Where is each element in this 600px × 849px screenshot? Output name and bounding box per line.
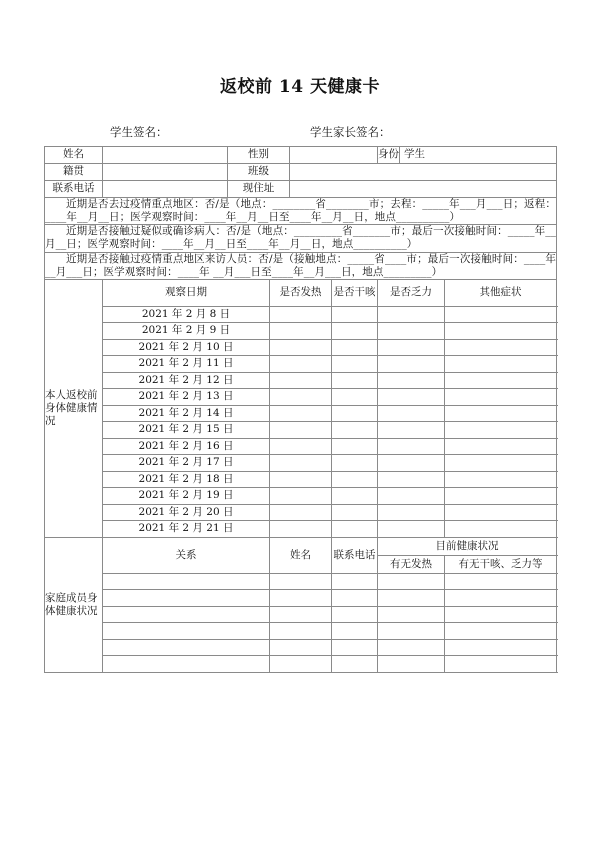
label-class: 班级 xyxy=(228,164,290,181)
self-health-header-row xyxy=(45,279,557,306)
column-header-has-cough-fatigue: 有无干咳、乏力等 xyxy=(445,555,557,573)
table-row xyxy=(45,438,557,455)
signature-row xyxy=(44,124,556,142)
column-header-other-symptoms: 其他症状 xyxy=(445,279,557,306)
cell-relation[interactable] xyxy=(103,623,270,640)
label-address: 现住址 xyxy=(228,181,290,198)
table-row xyxy=(45,323,557,340)
cell-fatigue[interactable] xyxy=(378,339,445,356)
cell-fatigue[interactable] xyxy=(378,372,445,389)
cell-fever[interactable] xyxy=(270,422,332,439)
cell-other-symptoms[interactable] xyxy=(445,471,557,488)
observation-date: 2021 年 2 月 11 日 xyxy=(103,356,270,373)
observation-date: 2021 年 2 月 21 日 xyxy=(103,521,270,538)
cell-has-fever[interactable] xyxy=(378,656,445,673)
cell-has-cough-fatigue[interactable] xyxy=(445,573,557,590)
label-phone: 联系电话 xyxy=(45,181,103,198)
cell-fatigue[interactable] xyxy=(378,455,445,472)
table-row xyxy=(45,471,557,488)
cell-dry-cough[interactable] xyxy=(332,521,378,538)
cell-family-phone[interactable] xyxy=(332,606,378,623)
table-row xyxy=(45,306,557,323)
cell-dry-cough[interactable] xyxy=(332,405,378,422)
label-gender: 性别 xyxy=(228,147,290,164)
column-header-current-health-status: 目前健康状况 xyxy=(378,537,557,555)
cell-dry-cough[interactable] xyxy=(332,339,378,356)
page-title: 返校前 14 天健康卡 xyxy=(220,77,380,97)
cell-other-symptoms[interactable] xyxy=(445,306,557,323)
cell-dry-cough[interactable] xyxy=(332,306,378,323)
cell-relation[interactable] xyxy=(103,590,270,607)
parent-signature-label: 学生家长签名： xyxy=(310,125,391,139)
cell-family-name[interactable] xyxy=(270,656,332,673)
cell-has-fever[interactable] xyxy=(378,573,445,590)
cell-dry-cough[interactable] xyxy=(332,372,378,389)
table-row xyxy=(45,422,557,439)
column-header-family-name: 姓名 xyxy=(270,537,332,573)
table-row-name xyxy=(45,147,557,164)
observation-date: 2021 年 2 月 17 日 xyxy=(103,455,270,472)
cell-has-cough-fatigue[interactable] xyxy=(445,656,557,673)
column-header-fever: 是否发热 xyxy=(270,279,332,306)
cell-fatigue[interactable] xyxy=(378,504,445,521)
cell-family-name[interactable] xyxy=(270,639,332,656)
cell-relation[interactable] xyxy=(103,639,270,656)
cell-has-cough-fatigue[interactable] xyxy=(445,623,557,640)
table-row xyxy=(45,372,557,389)
cell-dry-cough[interactable] xyxy=(332,471,378,488)
cell-dry-cough[interactable] xyxy=(332,504,378,521)
cell-other-symptoms[interactable] xyxy=(445,405,557,422)
cell-has-fever[interactable] xyxy=(378,623,445,640)
table-row xyxy=(45,339,557,356)
cell-has-fever[interactable] xyxy=(378,606,445,623)
observation-date: 2021 年 2 月 20 日 xyxy=(103,504,270,521)
field-address[interactable] xyxy=(290,181,557,198)
table-row xyxy=(45,488,557,505)
observation-date: 2021 年 2 月 18 日 xyxy=(103,471,270,488)
table-row xyxy=(45,590,557,607)
field-name[interactable] xyxy=(103,147,228,164)
table-row xyxy=(45,504,557,521)
field-gender[interactable] xyxy=(290,147,378,164)
cell-fatigue[interactable] xyxy=(378,356,445,373)
cell-fatigue[interactable] xyxy=(378,389,445,406)
observation-date: 2021 年 2 月 10 日 xyxy=(103,339,270,356)
cell-family-phone[interactable] xyxy=(332,639,378,656)
column-header-dry-cough: 是否干咳 xyxy=(332,279,378,306)
cell-has-fever[interactable] xyxy=(378,639,445,656)
cell-has-cough-fatigue[interactable] xyxy=(445,606,557,623)
observation-date: 2021 年 2 月 12 日 xyxy=(103,372,270,389)
observation-date: 2021 年 2 月 15 日 xyxy=(103,422,270,439)
table-row xyxy=(45,573,557,590)
observation-date: 2021 年 2 月 9 日 xyxy=(103,323,270,340)
cell-fatigue[interactable] xyxy=(378,471,445,488)
cell-fatigue[interactable] xyxy=(378,438,445,455)
cell-family-name[interactable] xyxy=(270,623,332,640)
cell-fatigue[interactable] xyxy=(378,422,445,439)
cell-family-phone[interactable] xyxy=(332,623,378,640)
table-row xyxy=(45,356,557,373)
cell-dry-cough[interactable] xyxy=(332,356,378,373)
cell-other-symptoms[interactable] xyxy=(445,438,557,455)
cell-dry-cough[interactable] xyxy=(332,488,378,505)
question-row-contact-visitor xyxy=(45,252,557,279)
question-contact-case[interactable]: 近期是否接触过疑似或确诊病人：否/是（地点：_________省_______市；最后一次接触时间：_____年__月__日；医学观察时间：____年__月__日至____年__月__日，地点__________） xyxy=(45,225,557,251)
cell-family-name[interactable] xyxy=(270,573,332,590)
health-card-table xyxy=(44,146,557,673)
cell-relation[interactable] xyxy=(103,656,270,673)
cell-relation[interactable] xyxy=(103,606,270,623)
observation-date: 2021 年 2 月 14 日 xyxy=(103,405,270,422)
cell-fatigue[interactable] xyxy=(378,488,445,505)
cell-other-symptoms[interactable] xyxy=(445,339,557,356)
column-header-has-fever: 有无发热 xyxy=(378,555,445,573)
field-identity[interactable]: 学生 xyxy=(400,147,557,164)
question-row-contact-case xyxy=(45,225,557,252)
cell-fever[interactable] xyxy=(270,356,332,373)
observation-date: 2021 年 2 月 16 日 xyxy=(103,438,270,455)
column-header-relation: 关系 xyxy=(103,537,270,573)
self-health-section-label: 本人返校前身体健康情况 xyxy=(45,279,103,537)
table-row xyxy=(45,606,557,623)
cell-family-phone[interactable] xyxy=(332,656,378,673)
label-name: 姓名 xyxy=(45,147,103,164)
cell-dry-cough[interactable] xyxy=(332,438,378,455)
cell-has-cough-fatigue[interactable] xyxy=(445,590,557,607)
cell-has-fever[interactable] xyxy=(378,590,445,607)
cell-fatigue[interactable] xyxy=(378,306,445,323)
cell-other-symptoms[interactable] xyxy=(445,504,557,521)
cell-other-symptoms[interactable] xyxy=(445,455,557,472)
cell-dry-cough[interactable] xyxy=(332,422,378,439)
cell-fever[interactable] xyxy=(270,438,332,455)
cell-relation[interactable] xyxy=(103,573,270,590)
cell-family-name[interactable] xyxy=(270,606,332,623)
cell-fatigue[interactable] xyxy=(378,323,445,340)
question-contact-visitor[interactable]: 近期是否接触过疫情重点地区来访人员：否/是（接触地点：_____省____市；最后一次接触时间：____年__月___日；医学观察时间：____年 __月___日至____年__月___日，地点_________） xyxy=(45,252,557,278)
student-signature-label: 学生签名： xyxy=(110,125,168,139)
table-row xyxy=(45,405,557,422)
observation-date: 2021 年 2 月 8 日 xyxy=(103,306,270,323)
cell-has-cough-fatigue[interactable] xyxy=(445,639,557,656)
observation-date: 2021 年 2 月 13 日 xyxy=(103,389,270,406)
table-row xyxy=(45,656,557,673)
cell-fever[interactable] xyxy=(270,339,332,356)
cell-other-symptoms[interactable] xyxy=(445,488,557,505)
cell-fever[interactable] xyxy=(270,389,332,406)
table-row-hometown xyxy=(45,164,557,181)
column-header-observation-date: 观察日期 xyxy=(103,279,270,306)
cell-fever[interactable] xyxy=(270,306,332,323)
field-hometown[interactable] xyxy=(103,164,228,181)
cell-family-phone[interactable] xyxy=(332,573,378,590)
cell-fever[interactable] xyxy=(270,471,332,488)
cell-fever[interactable] xyxy=(270,455,332,472)
column-header-fatigue: 是否乏力 xyxy=(378,279,445,306)
cell-fever[interactable] xyxy=(270,405,332,422)
cell-fever[interactable] xyxy=(270,488,332,505)
table-row-phone xyxy=(45,181,557,198)
cell-family-name[interactable] xyxy=(270,590,332,607)
cell-fever[interactable] xyxy=(270,521,332,538)
label-identity: 身份 xyxy=(378,147,400,164)
family-health-section-label: 家庭成员身体健康状况 xyxy=(45,537,103,672)
table-row xyxy=(45,639,557,656)
family-health-group-header-row xyxy=(45,537,557,555)
table-row xyxy=(45,455,557,472)
cell-dry-cough[interactable] xyxy=(332,455,378,472)
cell-fever[interactable] xyxy=(270,504,332,521)
question-row-travel-history xyxy=(45,198,557,225)
cell-other-symptoms[interactable] xyxy=(445,521,557,538)
table-row xyxy=(45,389,557,406)
observation-date: 2021 年 2 月 19 日 xyxy=(103,488,270,505)
field-class[interactable] xyxy=(290,164,557,181)
cell-fatigue[interactable] xyxy=(378,405,445,422)
cell-other-symptoms[interactable] xyxy=(445,356,557,373)
cell-other-symptoms[interactable] xyxy=(445,422,557,439)
cell-dry-cough[interactable] xyxy=(332,389,378,406)
cell-dry-cough[interactable] xyxy=(332,323,378,340)
cell-fever[interactable] xyxy=(270,323,332,340)
column-header-family-phone: 联系电话 xyxy=(332,537,378,573)
cell-other-symptoms[interactable] xyxy=(445,323,557,340)
cell-family-phone[interactable] xyxy=(332,590,378,607)
cell-fever[interactable] xyxy=(270,372,332,389)
cell-fatigue[interactable] xyxy=(378,521,445,538)
table-row xyxy=(45,623,557,640)
table-row xyxy=(45,521,557,538)
field-phone[interactable] xyxy=(103,181,228,198)
cell-other-symptoms[interactable] xyxy=(445,372,557,389)
question-travel-history[interactable]: 近期是否去过疫情重点地区：否/是（地点：________省________市；去程：_____年___月___日；返程：____年__月__日；医学观察时间：____年__月__日至____年__月__日，地点__________） xyxy=(45,198,557,224)
cell-other-symptoms[interactable] xyxy=(445,389,557,406)
label-hometown: 籍贯 xyxy=(45,164,103,181)
